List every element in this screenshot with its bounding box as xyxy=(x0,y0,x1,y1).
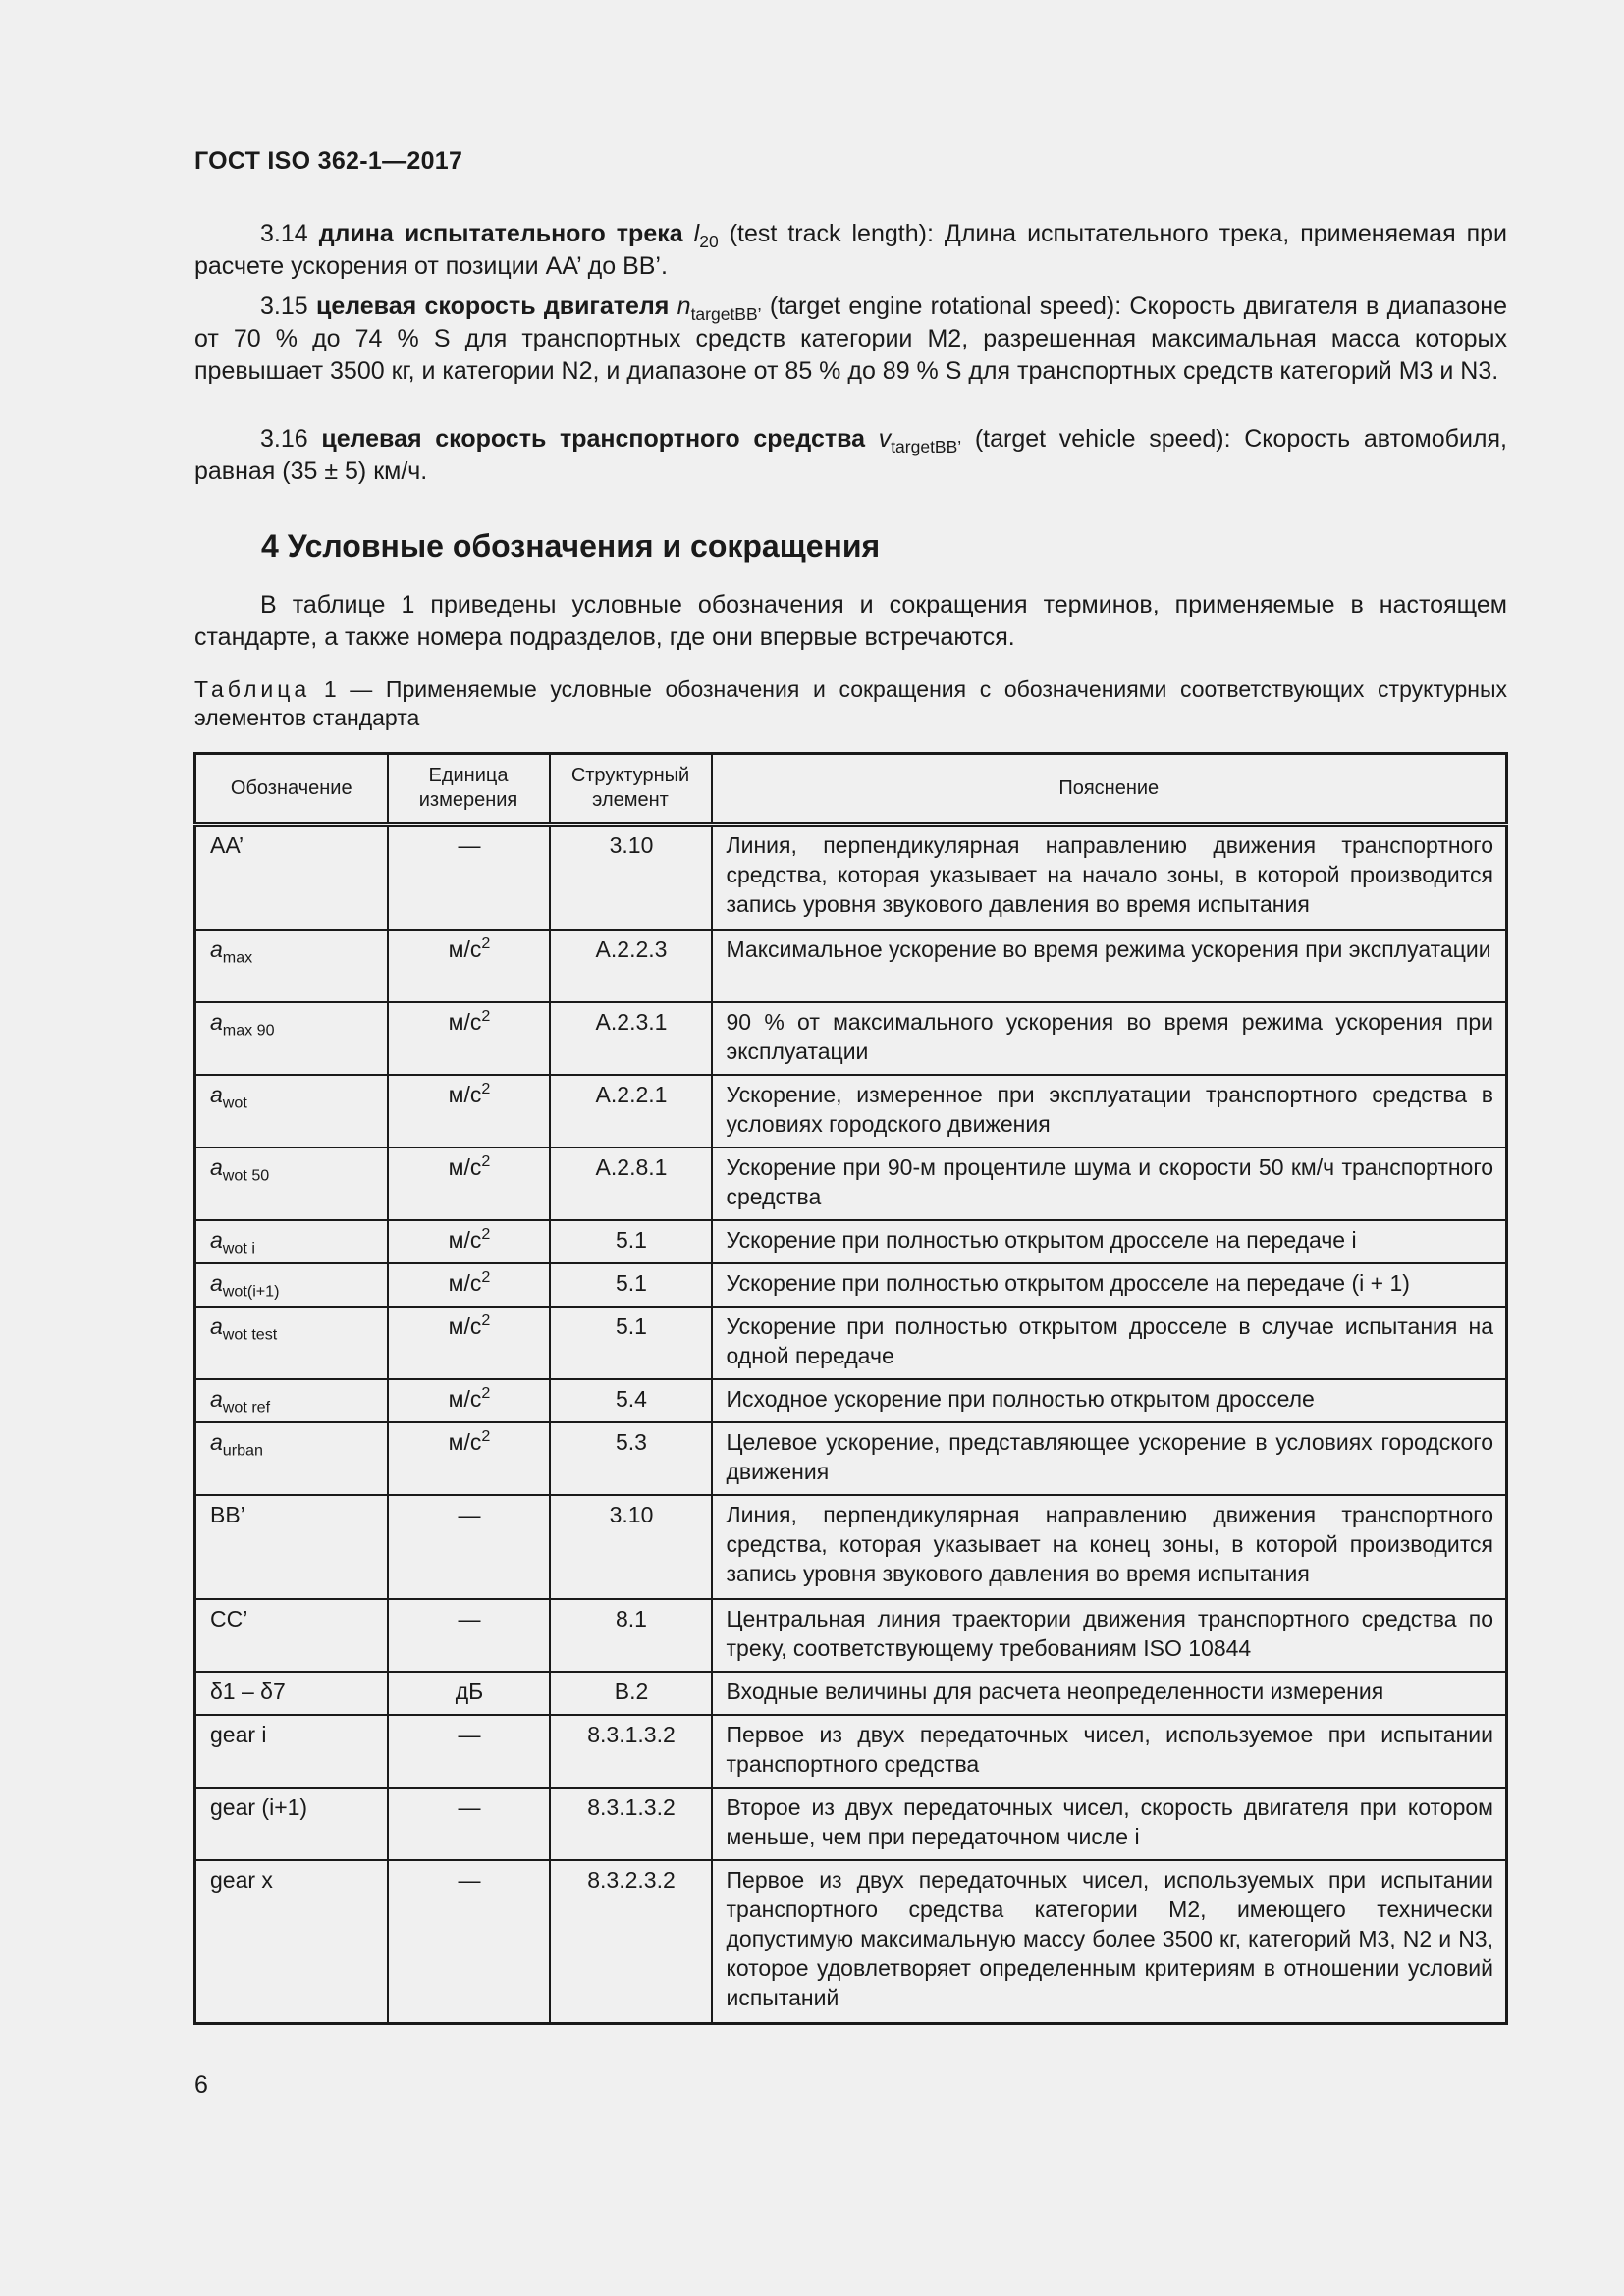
cell-symbol xyxy=(195,1495,388,1599)
symbol-text: AA’ xyxy=(210,832,244,858)
symbol-subscript: wot 50 xyxy=(222,1166,270,1185)
cell-unit xyxy=(388,1263,550,1307)
table-row xyxy=(195,1422,1507,1495)
cell-symbol xyxy=(195,1002,388,1075)
intro-text: В таблице 1 приведены условные обозначения и сокращения терминов, применяемые в настоящем стандарте, а также номера подразделов, где они впервые встречаются. xyxy=(194,591,1507,651)
cell-explanation: Ускорение при 90-м процентиле шума и скорости 50 км/ч транспортного средства xyxy=(712,1148,1507,1220)
unit-text: м/с xyxy=(448,1270,482,1296)
cell-unit xyxy=(388,1422,550,1495)
cell-explanation: Первое из двух передаточных чисел, используемых при испытании транспортного средства категории M2, имеющего технически допустимую максимальную массу более 3500 кг, категорий M3, N2 и N3, которое удовлетворяет определенным критериям в отношении условий испытаний xyxy=(712,1860,1507,2024)
unit-text: — xyxy=(458,832,481,858)
cell-symbol xyxy=(195,1220,388,1263)
term-symbol: l xyxy=(693,220,700,247)
cell-explanation: Исходное ускорение при полностью открытом дросселе xyxy=(712,1379,1507,1422)
unit-text: м/с xyxy=(448,1386,482,1412)
cell-explanation: Максимальное ускорение во время режима ускорения при эксплуатации xyxy=(712,930,1507,1002)
symbol-text: a xyxy=(210,1154,223,1180)
cell-explanation: 90 % от максимального ускорения во время режима ускорения при эксплуатации xyxy=(712,1002,1507,1075)
cell-symbol xyxy=(195,930,388,1002)
cell-element: A.2.8.1 xyxy=(550,1148,712,1220)
term-title: целевая скорость транспортного средства xyxy=(321,425,866,453)
cell-element: B.2 xyxy=(550,1672,712,1715)
term-symbol-sub: 20 xyxy=(699,232,719,252)
table-row xyxy=(195,1599,1507,1672)
symbol-subscript: urban xyxy=(222,1441,263,1460)
term-3-15 xyxy=(194,291,1507,388)
cell-symbol xyxy=(195,1148,388,1220)
term-symbol: v xyxy=(878,425,892,453)
cell-symbol xyxy=(195,1788,388,1860)
cell-element: 5.3 xyxy=(550,1422,712,1495)
cell-unit xyxy=(388,1379,550,1422)
cell-symbol xyxy=(195,1379,388,1422)
cell-element: 8.3.1.3.2 xyxy=(550,1788,712,1860)
unit-text: — xyxy=(458,1722,481,1747)
page-number: 6 xyxy=(194,2071,208,2099)
table-row xyxy=(195,1715,1507,1788)
table-caption-label: Таблица xyxy=(194,676,311,702)
cell-explanation: Ускорение при полностью открытом дросселе на передаче (i + 1) xyxy=(712,1263,1507,1307)
symbol-subscript: wot xyxy=(222,1094,247,1112)
cell-element: 5.1 xyxy=(550,1220,712,1263)
unit-text: — xyxy=(458,1794,481,1820)
symbol-text: a xyxy=(210,1270,223,1296)
table-row xyxy=(195,825,1507,931)
cell-symbol xyxy=(195,1599,388,1672)
term-number: 3.15 xyxy=(260,293,308,320)
table-row xyxy=(195,1379,1507,1422)
symbol-text: a xyxy=(210,1386,223,1412)
unit-text: м/с xyxy=(448,1154,482,1180)
cell-explanation: Линия, перпендикулярная направлению движения транспортного средства, которая указывает на начало зоны, в которой производится запись уровня звукового давления во время испытания xyxy=(712,825,1507,931)
cell-element: A.2.2.1 xyxy=(550,1075,712,1148)
section-heading: 4 Условные обозначения и сокращения xyxy=(261,528,881,563)
cell-explanation: Ускорение при полностью открытом дросселе в случае испытания на одной передаче xyxy=(712,1307,1507,1379)
cell-symbol xyxy=(195,1672,388,1715)
cell-unit xyxy=(388,825,550,931)
table-row xyxy=(195,1672,1507,1715)
symbols-table xyxy=(193,752,1508,2025)
table-row xyxy=(195,1263,1507,1307)
symbol-subscript: wot ref xyxy=(222,1398,271,1416)
cell-element: 8.3.2.3.2 xyxy=(550,1860,712,2024)
cell-element: 8.3.1.3.2 xyxy=(550,1715,712,1788)
unit-text: м/с xyxy=(448,1429,482,1455)
cell-element: 8.1 xyxy=(550,1599,712,1672)
term-definition: (target vehicle speed): Скорость автомобиля, равная (35 ± 5) км/ч. xyxy=(194,425,1507,485)
table-row xyxy=(195,930,1507,1002)
document-header: ГОСТ ISO 362-1—2017 xyxy=(194,147,463,175)
col-header-unit: Единица измерения xyxy=(388,754,550,825)
table-row xyxy=(195,1075,1507,1148)
cell-symbol xyxy=(195,1860,388,2024)
cell-element: 3.10 xyxy=(550,825,712,931)
symbol-text: a xyxy=(210,1429,223,1455)
cell-unit xyxy=(388,1075,550,1148)
symbol-text: a xyxy=(210,1082,223,1107)
table-caption-text: 1 — Применяемые условные обозначения и сокращения с обозначениями соответствующих структурных элементов стандарта xyxy=(194,676,1507,730)
unit-superscript: 2 xyxy=(481,1152,491,1171)
unit-text: м/с xyxy=(448,1009,482,1035)
unit-superscript: 2 xyxy=(481,1080,491,1098)
table-row xyxy=(195,1495,1507,1599)
unit-text: — xyxy=(458,1606,481,1631)
term-number: 3.14 xyxy=(260,220,308,247)
cell-symbol xyxy=(195,1263,388,1307)
unit-text: м/с xyxy=(448,1227,482,1253)
cell-element: A.2.2.3 xyxy=(550,930,712,1002)
cell-unit xyxy=(388,1002,550,1075)
symbol-text: δ1 – δ7 xyxy=(210,1679,286,1704)
cell-unit xyxy=(388,1672,550,1715)
col-header-element: Структурный элемент xyxy=(550,754,712,825)
unit-text: м/с xyxy=(448,1313,482,1339)
unit-superscript: 2 xyxy=(481,1225,491,1244)
cell-element: 5.1 xyxy=(550,1263,712,1307)
term-symbol: n xyxy=(677,293,691,320)
intro-paragraph xyxy=(194,589,1507,654)
symbol-text: gear (i+1) xyxy=(210,1794,308,1820)
unit-text: — xyxy=(458,1502,481,1527)
cell-explanation: Второе из двух передаточных чисел, скорость двигателя при котором меньше, чем при передаточном числе i xyxy=(712,1788,1507,1860)
term-3-14 xyxy=(194,218,1507,283)
cell-unit xyxy=(388,1788,550,1860)
unit-superscript: 2 xyxy=(481,1427,491,1446)
col-header-explanation: Пояснение xyxy=(712,754,1507,825)
cell-symbol xyxy=(195,1715,388,1788)
symbol-text: a xyxy=(210,936,223,962)
cell-element: 5.1 xyxy=(550,1307,712,1379)
symbol-text: CC’ xyxy=(210,1606,248,1631)
symbol-subscript: max xyxy=(222,948,253,967)
cell-element: 5.4 xyxy=(550,1379,712,1422)
unit-text: дБ xyxy=(455,1679,484,1704)
cell-explanation: Первое из двух передаточных чисел, используемое при испытании транспортного средства xyxy=(712,1715,1507,1788)
cell-explanation: Центральная линия траектории движения транспортного средства по треку, соответствующему требованиям ISO 10844 xyxy=(712,1599,1507,1672)
symbol-text: BB’ xyxy=(210,1502,245,1527)
table-caption xyxy=(194,675,1507,732)
cell-explanation: Целевое ускорение, представляющее ускорение в условиях городского движения xyxy=(712,1422,1507,1495)
col-header-symbol: Обозначение xyxy=(195,754,388,825)
table-row xyxy=(195,1220,1507,1263)
unit-text: — xyxy=(458,1867,481,1893)
cell-unit xyxy=(388,1715,550,1788)
term-title: целевая скорость двигателя xyxy=(315,293,670,320)
symbol-text: gear i xyxy=(210,1722,267,1747)
symbol-text: a xyxy=(210,1227,223,1253)
symbol-text: a xyxy=(210,1313,223,1339)
symbol-subscript: max 90 xyxy=(222,1021,275,1040)
symbol-subscript: wot i xyxy=(222,1239,255,1257)
cell-symbol xyxy=(195,1075,388,1148)
cell-element: A.2.3.1 xyxy=(550,1002,712,1075)
cell-explanation: Ускорение при полностью открытом дросселе на передаче i xyxy=(712,1220,1507,1263)
cell-unit xyxy=(388,1220,550,1263)
cell-unit xyxy=(388,1599,550,1672)
term-definition: (target engine rotational speed): Скорость двигателя в диапазоне от 70 % до 74 % S для транспортных средств категории M2, разрешенная максимальная масса которых превышает 3500 кг, и категории N2, и диапазоне от 85 % до 89 % S для транспортных средств категорий M3 и N3. xyxy=(194,293,1508,385)
cell-unit xyxy=(388,930,550,1002)
table-row xyxy=(195,1307,1507,1379)
unit-text: м/с xyxy=(448,936,482,962)
term-symbol-sub: targetBB’ xyxy=(690,304,762,325)
unit-superscript: 2 xyxy=(481,1007,491,1026)
symbol-subscript: wot test xyxy=(222,1325,278,1344)
cell-element: 3.10 xyxy=(550,1495,712,1599)
cell-unit xyxy=(388,1860,550,2024)
cell-symbol xyxy=(195,1307,388,1379)
cell-unit xyxy=(388,1495,550,1599)
table-header-row xyxy=(195,754,1507,825)
symbol-subscript: wot(i+1) xyxy=(222,1282,280,1301)
cell-explanation: Входные величины для расчета неопределенности измерения xyxy=(712,1672,1507,1715)
cell-unit xyxy=(388,1148,550,1220)
table-row xyxy=(195,1148,1507,1220)
table-row xyxy=(195,1860,1507,2024)
cell-explanation: Линия, перпендикулярная направлению движения транспортного средства, которая указывает на конец зоны, в которой производится запись уровня звукового давления во время испытания xyxy=(712,1495,1507,1599)
cell-explanation: Ускорение, измеренное при эксплуатации транспортного средства в условиях городского движения xyxy=(712,1075,1507,1148)
cell-unit xyxy=(388,1307,550,1379)
term-3-16 xyxy=(194,423,1507,488)
term-symbol-sub: targetBB’ xyxy=(891,437,962,457)
unit-text: м/с xyxy=(448,1082,482,1107)
unit-superscript: 2 xyxy=(481,1311,491,1330)
table-row xyxy=(195,1002,1507,1075)
unit-superscript: 2 xyxy=(481,1268,491,1287)
term-title: длина испытательного трека xyxy=(318,220,683,247)
term-definition: (test track length): Длина испытательного трека, применяемая при расчете ускорения от позиции AA’ до BB’. xyxy=(194,220,1508,280)
cell-symbol xyxy=(195,825,388,931)
unit-superscript: 2 xyxy=(481,1384,491,1403)
symbol-text: gear x xyxy=(210,1867,273,1893)
table-row xyxy=(195,1788,1507,1860)
symbol-text: a xyxy=(210,1009,223,1035)
cell-symbol xyxy=(195,1422,388,1495)
unit-superscript: 2 xyxy=(481,934,491,953)
term-number: 3.16 xyxy=(260,425,308,453)
